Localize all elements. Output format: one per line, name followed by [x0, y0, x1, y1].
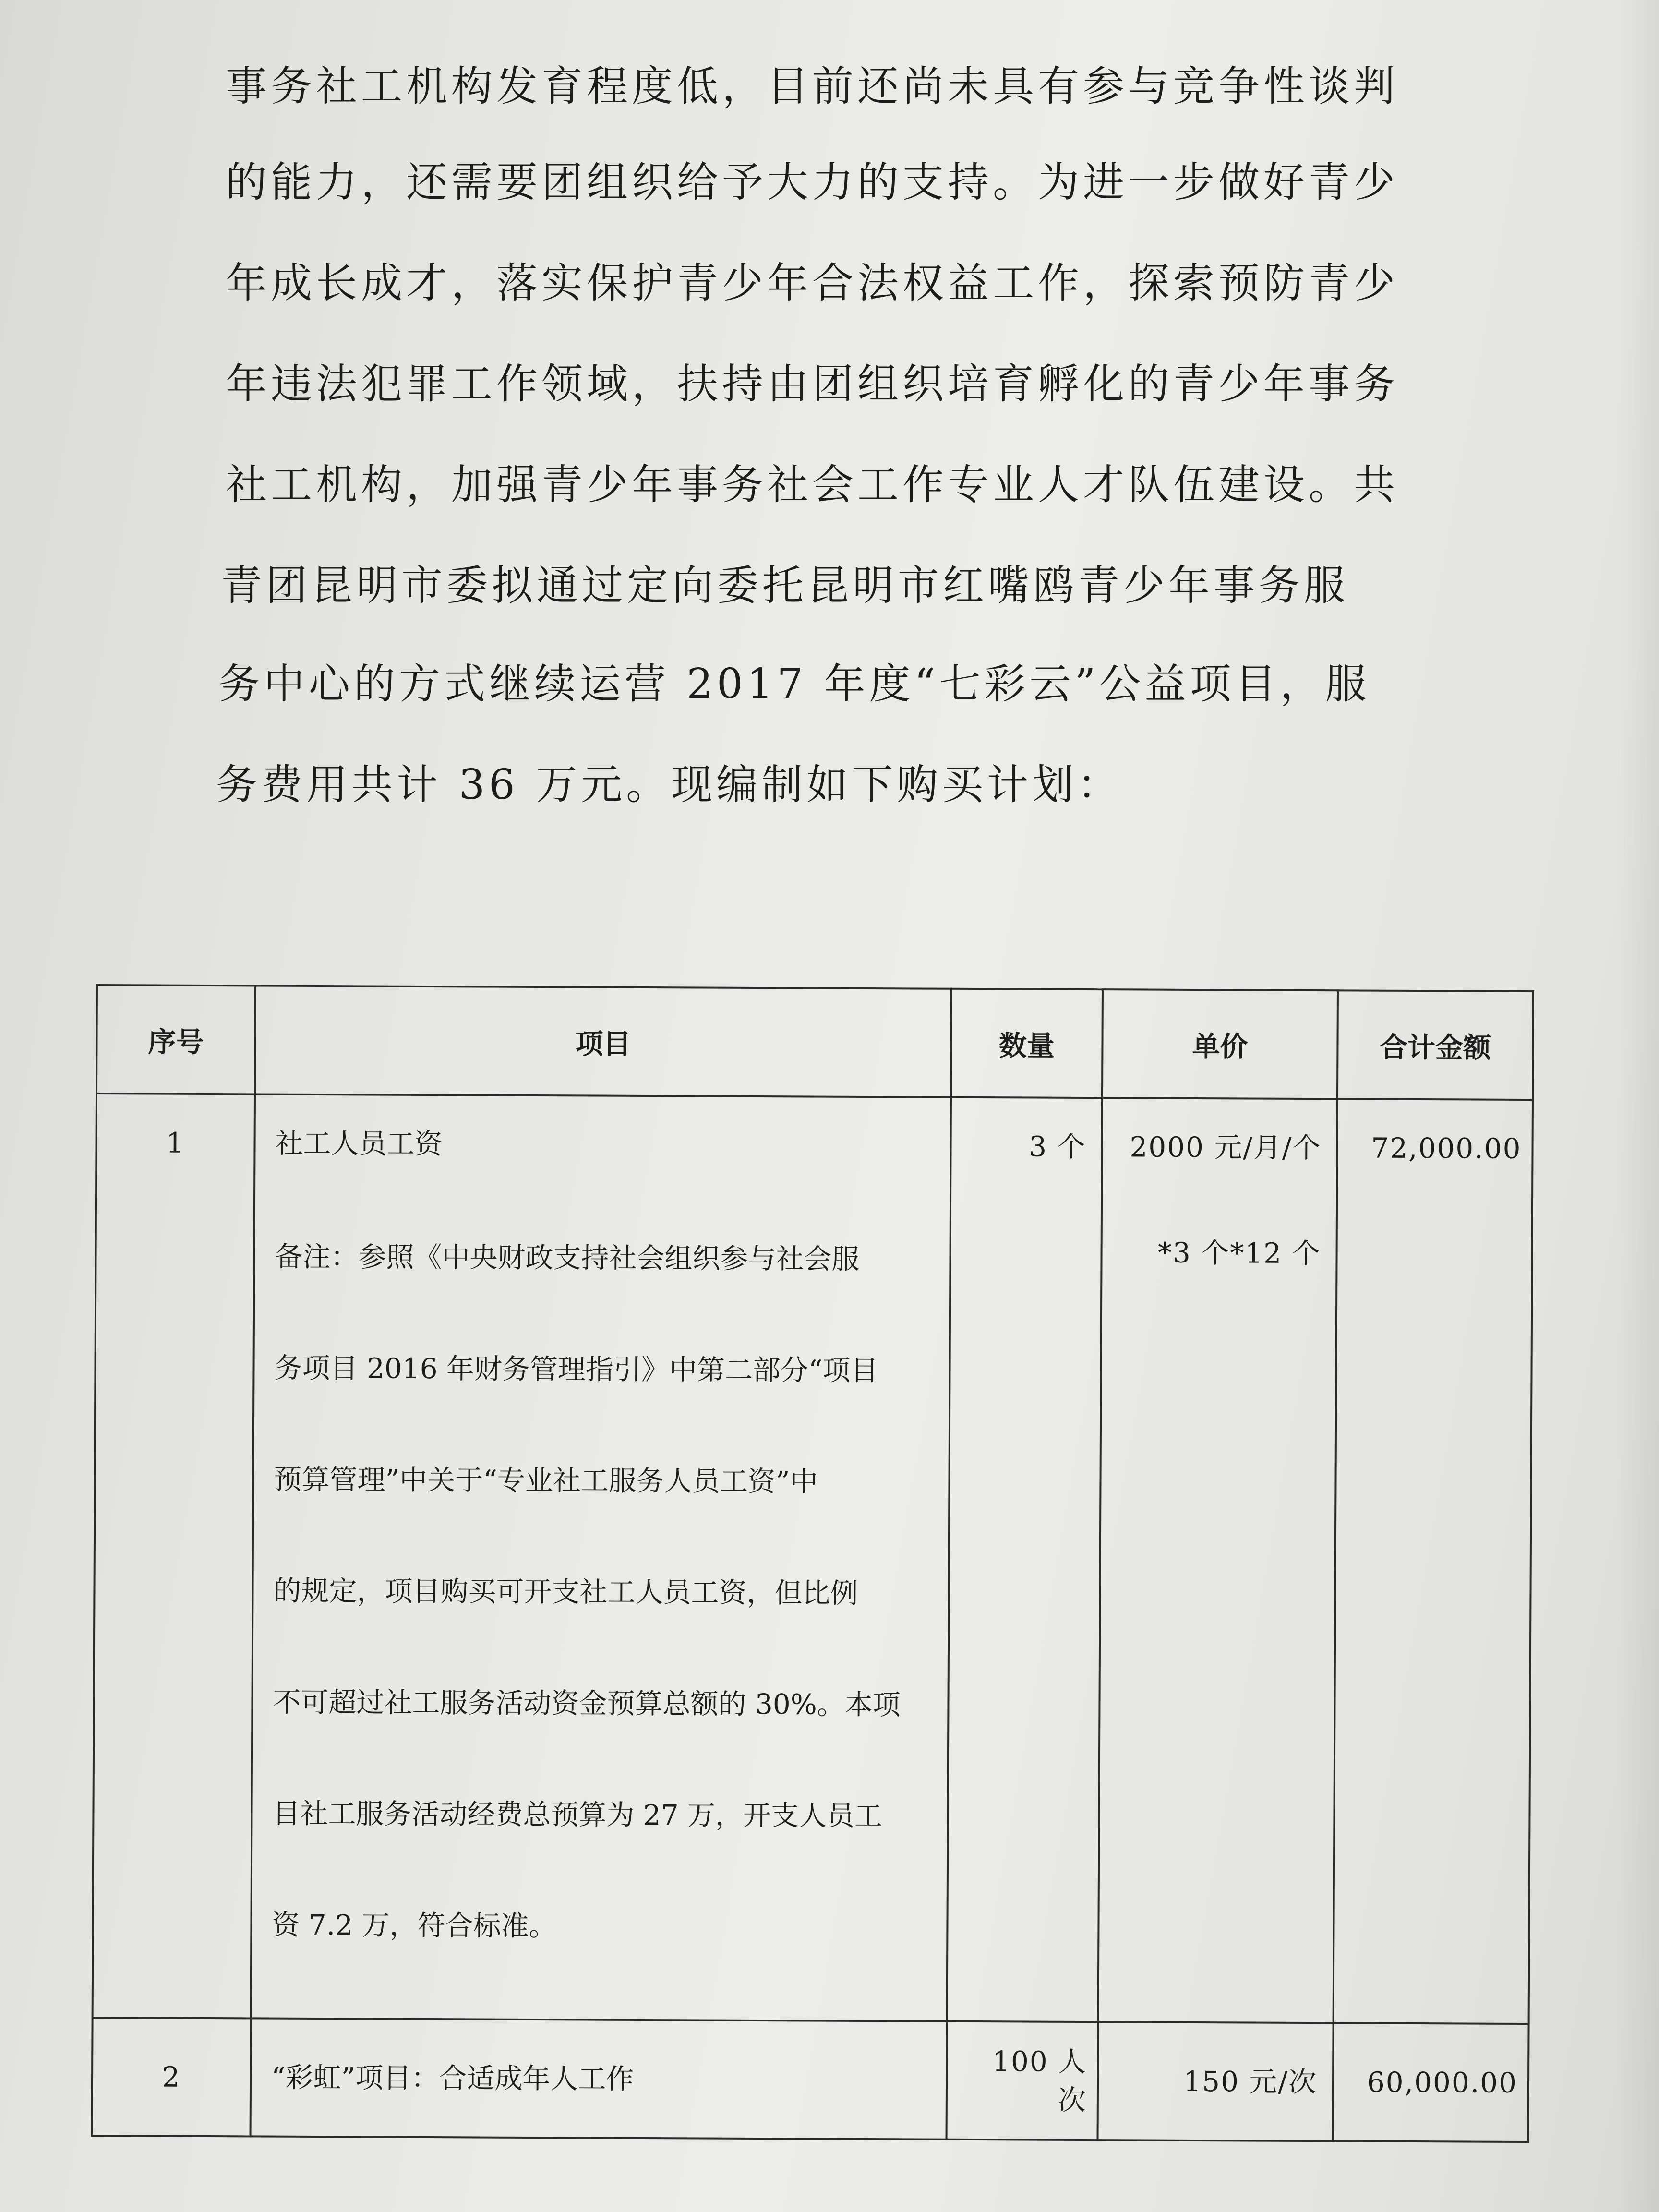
note-line: 备注：参照《中央财政支持社会组织参与社会服 — [275, 1240, 860, 1275]
row-unit-price: 150 元/次 — [1183, 2065, 1318, 2099]
row-item-cell — [251, 2018, 947, 2139]
note-line: 务项目 2016 年财务管理指引》中第二部分“项目 — [274, 1351, 878, 1387]
row-quantity-cell — [947, 2021, 1098, 2140]
row-quantity: 100 人次 — [992, 2045, 1087, 2117]
row-total-cell — [1334, 1099, 1533, 2024]
row-quantity-cell — [947, 1097, 1102, 2022]
row-unit-price-multiplier: *3 个*12 个 — [1157, 1236, 1321, 1270]
row-quantity: 3 个 — [1029, 1130, 1086, 1164]
paragraph-line: 青团昆明市委拟通过定向委托昆明市红嘴鸥青少年事务服 — [221, 562, 1349, 610]
paragraph-line: 年违法犯罪工作领域，扶持由团组织培育孵化的青少年事务 — [226, 360, 1399, 408]
row-index: 1 — [166, 1126, 185, 1159]
header-total: 合计金额 — [1337, 990, 1533, 1100]
row-total: 60,000.00 — [1367, 2066, 1518, 2099]
paragraph-line: 务中心的方式继续运营 2017 年度“七彩云”公益项目，服 — [218, 660, 1370, 708]
row-unit-price-cell — [1098, 2022, 1334, 2141]
note-line: 预算管理”中关于“专业社工服务人员工资”中 — [274, 1463, 818, 1498]
row-unit-price-cell — [1098, 1098, 1337, 2023]
row-unit-price: 2000 元/月/个 — [1130, 1130, 1322, 1165]
table-row — [93, 1094, 1533, 2024]
row-index: 2 — [162, 2060, 181, 2093]
paragraph-line: 社工机构，加强青少年事务社会工作专业人才队伍建设。共 — [226, 461, 1399, 509]
paragraph-line: 事务社工机构发育程度低，目前还尚未具有参与竞争性谈判 — [226, 62, 1399, 110]
row-note — [252, 1201, 949, 1983]
header-unit-price: 单价 — [1102, 989, 1338, 1099]
row-item: 社工人员工资 — [275, 1127, 443, 1161]
row-index-cell — [92, 2018, 251, 2136]
table-row — [92, 2018, 1529, 2142]
note-line: 不可超过社工服务活动资金预算总额的 30%。本项 — [273, 1685, 901, 1721]
paragraph-line: 年成长成才，落实保护青少年合法权益工作，探索预防青少 — [226, 259, 1399, 307]
table-header-row — [96, 985, 1533, 1100]
note-line: 的规定，项目购买可开支社工人员工资，但比例 — [273, 1574, 858, 1610]
row-item: “彩虹”项目：合适成年人工作 — [271, 2061, 634, 2095]
note-line: 目社工服务活动经费总预算为 27 万，开支人员工 — [272, 1797, 883, 1833]
row-total-cell — [1333, 2023, 1529, 2142]
page-edge-shadow — [1616, 0, 1659, 2212]
header-index: 序号 — [96, 985, 255, 1094]
header-quantity: 数量 — [951, 989, 1103, 1098]
paragraph-line: 务费用共计 36 万元。现编制如下购买计划： — [216, 761, 1123, 809]
purchase-plan-table — [91, 984, 1534, 2143]
row-total: 72,000.00 — [1371, 1131, 1522, 1165]
row-index-cell — [93, 1094, 255, 2018]
paragraph-line: 的能力，还需要团组织给予大力的支持。为进一步做好青少 — [226, 158, 1399, 206]
header-item: 项目 — [255, 986, 951, 1097]
note-line: 资 7.2 万，符合标准。 — [272, 1908, 557, 1943]
row-item-cell — [251, 1094, 951, 2021]
